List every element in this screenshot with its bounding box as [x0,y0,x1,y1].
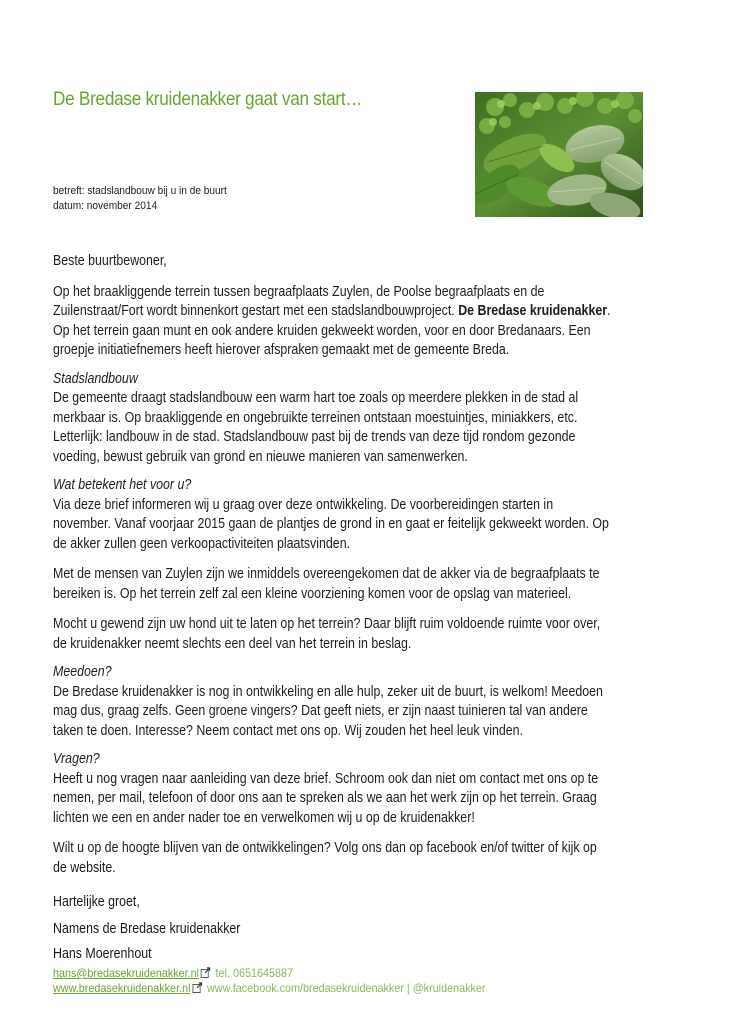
twitter-handle[interactable]: @kruidenakker [412,981,486,995]
paragraph-line: De Bredase kruidenakker is nog in ontwikkeling en alle hulp, zeker uit de buurt, is welkom! Meedoen [53,683,603,700]
letter-meta [53,184,242,214]
paragraph-line: de website. [53,859,116,876]
paragraph-line: voeding, bewust gebruik van grond en nieuwe manieren van samenwerken. [53,448,468,465]
paragraph-line: Letterlijk: landbouw in de stad. Stadslandbouw past bij de trends van deze tijd rondom gezonde [53,429,576,445]
paragraph-line: taken te doen. Interesse? Neem contact met ons op. Wij zouden het heel leuk vinden. [53,722,524,739]
salutation: Beste buurtbewoner, [53,253,167,269]
herbs-photo [475,92,643,217]
paragraph-line: Via deze brief informeren wij u graag over deze ontwikkeling. De voorbereidingen starten in [53,496,554,513]
phone-number: tel. 0651645887 [212,966,294,980]
intro-line: Op het braakliggende terrein tussen begraafplaats Zuylen, de Poolse begraafplaats en de [53,283,545,300]
closing-greeting: Hartelijke groet, [53,894,140,910]
intro-line: groepje initiatiefnemers heeft hierover afspraken gemaakt met de gemeente Breda. [53,342,510,358]
paragraph-line: Wilt u op de hoogte blijven van de ontwikkelingen? Volg ons dan op facebook en/of twitter of kijk op [53,840,597,856]
paragraph-line: Met de mensen van Zuylen zijn we inmiddels overeengekomen dat de akker via de begraafplaats te [53,566,600,582]
closing-org: Namens de Bredase kruidenakker [53,920,241,937]
paragraph-line: mag dus, graag zelfs. Geen groene vingers? Dat geeft niets, er zijn naast tuinieren tal van andere [53,703,588,719]
facebook-link[interactable]: www.facebook.com/bredasekruidenakker [203,981,404,995]
paragraph-line: de kruidenakker neemt slechts een deel van het terrein in beslag. [53,635,412,652]
website-link[interactable]: www.bredasekruidenakker.nl [53,981,191,995]
closing-name: Hans Moerenhout [53,946,152,962]
intro-line: Op het terrein gaan munt en ook andere kruiden gekweekt worden, voor en door Bredanaars. Een [53,322,591,339]
external-link-icon [201,967,211,978]
email-link[interactable]: hans@bredasekruidenakker.nl [53,966,200,980]
paragraph-line: Mocht u gewend zijn uw hond uit te laten op het terrein? Daar blijft ruim voldoende ruimte voor over, [53,616,601,632]
letter-body [53,252,736,878]
external-link-icon [192,982,202,993]
closing-block [53,893,272,965]
contact-footer [53,966,534,996]
section-heading-vragen: Vragen? [53,751,100,767]
paragraph-line: de akker zullen geen verkoopactiviteiten plaatsvinden. [53,535,351,552]
section-heading-betekent: Wat betekent het voor u? [53,477,192,493]
paragraph-line: Heeft u nog vragen naar aanleiding van deze brief. Schroom ook dan niet om contact met ons op te [53,770,599,787]
date-line: datum: november 2014 [53,200,158,212]
project-name: De Bredase kruidenakker [458,303,608,319]
letter-title: De Bredase kruidenakker gaat van start… [53,88,363,110]
paragraph-line: nemen, per mail, telefoon of door ons aan te spreken als we aan het werk zijn op het terrein. Graag [53,790,597,806]
paragraph-line: merkbaar is. Op braakliggende en ongebruikte terreinen ontstaan moestuintjes, miniakkers, etc. [53,409,578,426]
paragraph-line: lichten we een en ander nader toe en verwelkomen wij u op de kruidenakker! [53,809,475,826]
subject-line: betreft: stadslandbouw bij u in de buurt [53,185,227,197]
section-heading-meedoen: Meedoen? [53,664,112,680]
intro-line: Zuilenstraat/Fort wordt binnenkort gestart met een stadslandbouwproject. De Bredase kruidenakker. [53,303,611,319]
paragraph-line: De gemeente draagt stadslandbouw een warm hart toe zoals op meerdere plekken in de stad al [53,390,579,406]
separator: | [403,981,413,995]
paragraph-line: november. Vanaf voorjaar 2015 gaan de plantjes de grond in en gaat er feitelijk gekweekt worden. Op [53,516,609,532]
paragraph-line: bereiken is. Op het terrein zelf zal een kleine voorziening komen voor de opslag van materieel. [53,585,572,602]
section-heading-stadslandbouw: Stadslandbouw [53,370,138,387]
